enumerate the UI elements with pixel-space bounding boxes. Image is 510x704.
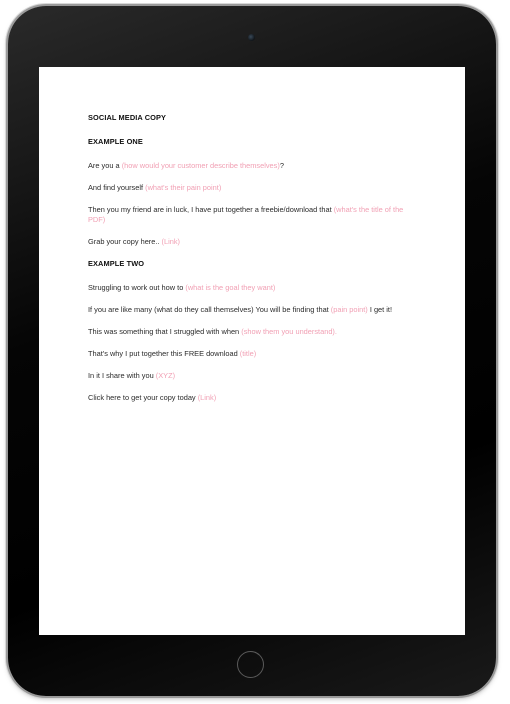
tablet-frame	[8, 6, 496, 696]
copy-paragraph	[88, 393, 418, 403]
document-page	[88, 113, 418, 415]
example-two-body	[88, 283, 418, 403]
example-two-heading: EXAMPLE TWO	[88, 259, 145, 268]
placeholder-text: (show them you understand).	[241, 327, 337, 336]
copy-paragraph	[88, 349, 418, 359]
copy-paragraph	[88, 161, 418, 171]
copy-text: Grab your copy here..	[88, 237, 162, 246]
copy-text: Struggling to work out how to	[88, 283, 186, 292]
copy-paragraph	[88, 327, 418, 337]
copy-text: ?	[279, 161, 284, 170]
placeholder-text: (what's the title of the PDF)	[88, 205, 404, 224]
copy-paragraph	[88, 283, 418, 293]
placeholder-text: (Link)	[197, 393, 217, 402]
example-one-heading: EXAMPLE ONE	[88, 137, 143, 146]
document-title: SOCIAL MEDIA COPY	[88, 113, 167, 122]
copy-text: That's why I put together this FREE download	[88, 349, 240, 358]
copy-text: Click here to get your copy today	[88, 393, 198, 402]
placeholder-text: (Link)	[161, 237, 181, 246]
tablet-screen	[39, 67, 465, 635]
copy-text: I get it!	[367, 305, 393, 314]
copy-paragraph	[88, 183, 418, 193]
copy-paragraph	[88, 205, 418, 225]
camera-icon	[248, 34, 255, 41]
copy-paragraph	[88, 371, 418, 381]
copy-paragraph	[88, 237, 418, 247]
placeholder-text: (what is the goal they want)	[185, 283, 276, 292]
placeholder-text: (what's their pain point)	[145, 183, 222, 192]
placeholder-text: (how would your customer describe themselves)	[121, 161, 280, 170]
home-button[interactable]	[237, 651, 264, 678]
placeholder-text: (pain point)	[330, 305, 368, 314]
placeholder-text: (XYZ)	[155, 371, 176, 380]
copy-text: Then you my friend are in luck, I have put together a freebie/download that	[88, 205, 334, 214]
placeholder-text: (title)	[239, 349, 257, 358]
copy-text: This was something that I struggled with when	[88, 327, 242, 336]
copy-text: And find yourself	[88, 183, 146, 192]
copy-paragraph	[88, 305, 418, 315]
copy-text: If you are like many (what do they call themselves) You will be finding that	[88, 305, 331, 314]
copy-text: Are you a	[88, 161, 122, 170]
copy-text: In it I share with you	[88, 371, 156, 380]
example-one-body	[88, 161, 418, 247]
